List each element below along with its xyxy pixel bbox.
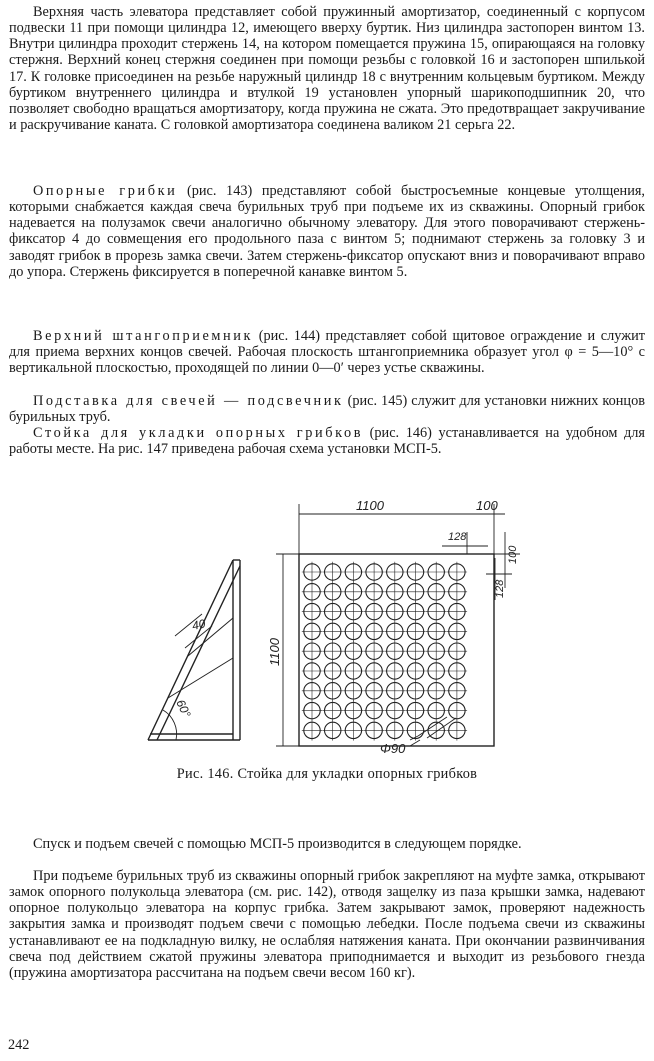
term-mushroom-rack: Стойка для укладки опорных грибков — [33, 425, 364, 441]
dim-pitch-vertical: 128 — [494, 579, 506, 598]
dim-hole-diameter: Φ90 — [380, 741, 406, 756]
dim-angle: 60° — [173, 697, 194, 720]
term-upper-rod-receiver: Верхний штангоприемник — [33, 328, 254, 344]
dim-right-offset: 100 — [476, 498, 498, 513]
rack-drawing — [0, 488, 654, 788]
page-number: 242 — [8, 1037, 30, 1053]
paragraph-upper-rod-receiver — [9, 328, 645, 376]
figure-146 — [0, 488, 654, 788]
figure-caption: Рис. 146. Стойка для укладки опорных грибков — [176, 766, 478, 782]
paragraph-lifting-procedure: При подъеме бурильных труб из скважины опорный грибок закрепляют на муфте замка, открывают замок опорного полукольца элеватора (см. рис. 142), отводя защелку из паза крышки замка, надевают опорное полукольцо элеватора на корпус грибка. Затем закрывают замок, проверяют надежность закрытия замка и производят подъем свечи с помощью лебедки. После подъема свечи из скважины устанавливают ее на подкладную вилку, не ослабляя натяжения каната. При окончании развинчивания свеча под действием сжатой пружины элеватора приподнимается и выходит из резьбового гнезда (пружина амортизатора рассчитана на подъем свечи весом 160 кг). — [9, 868, 645, 981]
rack-holes-grid — [302, 562, 467, 741]
text-support-mushrooms: (рис. 143) представляют собой быстросъемные концевые утолщения, которыми снабжается каждая свеча бурильных труб при подъеме их из скважины. Опорный грибок надевается на полузамок свечи аналогично обычному элеватору. Для этого поворачивают стержень-фиксатор 4 до совмещения его продольного паза с винтом 5; поднимают стержень за головку 3 и заводят грибок в прорезь замка свечи. Затем стержень-фиксатор опускают вниз и поворачивают вправо до упора. Стержень фиксируется в поперечной канавке винтом 5. — [9, 183, 645, 280]
dim-pitch-horizontal: 128 — [448, 531, 467, 543]
dim-width-top: 1100 — [356, 498, 384, 513]
term-support-mushrooms: Опорные грибки — [33, 183, 178, 199]
dim-strut-thickness: 40 — [190, 616, 207, 633]
term-candle-stand: Подставка для свечей — подсвечник — [33, 393, 344, 409]
paragraph-elevator-spring: Верхняя часть элеватора представляет собой пружинный амортизатор, соединенный с корпусом подвески 11 при помощи цилиндра 12, имеющего вверху буртик. Низ цилиндра застопорен винтом 13. Внутри цилиндра проходит стержень 14, на котором помещается пружина 15, опирающаяся на головку стержня. Верхний конец стержня соединен при помощи резьбы с головкой 16 и застопорен шпилькой 17. К головке присоединен на резьбе наружный цилиндр 18 с внутренним кольцевым буртиком. Между буртиком внутреннего цилиндра и втулкой 19 установлен упорный шарикоподшипник 20, что позволяет свободно вращаться амортизатору, когда пружина не сжата. Это предотвращает закручивание и раскручивание каната. С головкой амортизатора соединена валиком 21 серьга 22. — [9, 4, 645, 134]
paragraph-procedure-intro: Спуск и подъем свечей с помощью МСП-5 производится в следующем порядке. — [33, 836, 522, 852]
text-upper-rod-receiver: (рис. 144) представляет собой щитовое ограждение и служит для приема верхних концов свечей. Рабочая плоскость штангоприемника образует угол φ = 5—10° с вертикальной плоскостью, проходящей по линии 0—0′ через устье скважины. — [9, 328, 645, 377]
rack-front-view — [276, 504, 520, 746]
paragraph-candle-stand — [9, 393, 645, 425]
text-candle-stand: (рис. 145) служит для установки нижних концов бурильных труб. — [9, 393, 645, 426]
dim-height-left: 1100 — [267, 638, 282, 666]
paragraph-support-mushrooms — [9, 183, 645, 280]
paragraph-mushroom-rack — [9, 425, 645, 457]
dim-right-side: 100 — [507, 545, 519, 564]
text-mushroom-rack: (рис. 146) устанавливается на удобном для работы месте. На рис. 147 приведена рабочая схема установки МСП-5. — [9, 425, 645, 458]
